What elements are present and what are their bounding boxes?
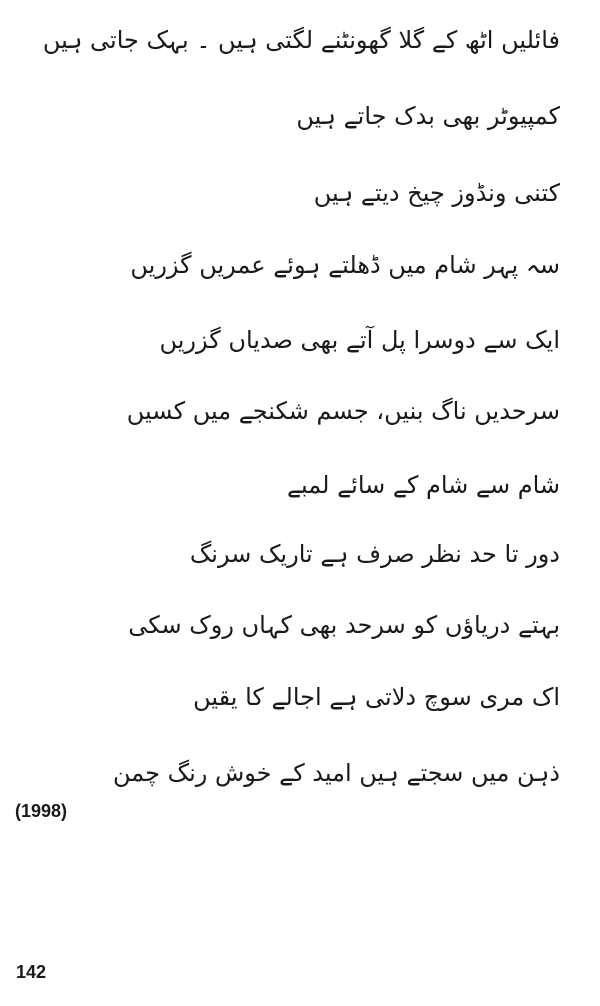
poem-line: بہتے دریاؤں کو سرحد بھی کہاں روک سکی — [128, 611, 560, 639]
poem-line: شام سے شام کے سائے لمبے — [286, 471, 560, 499]
poem-line: فائلیں اٹھ کے گلا گھونٹنے لگتی ہیں ۔ بہک جاتی ہیں — [42, 26, 560, 54]
poem-line: کتنی ونڈوز چیخ دیتے ہیں — [313, 179, 560, 207]
poem-line: کمپیوٹر بھی بدک جاتے ہیں — [296, 102, 560, 130]
poem-line: سرحدیں ناگ بنیں، جسم شکنجے میں کسیں — [126, 397, 560, 425]
page-number: 142 — [16, 962, 47, 982]
poem-year: (1998) — [15, 801, 68, 821]
poem-line: سہ پہر شام میں ڈھلتے ہوئے عمریں گزریں — [130, 251, 560, 279]
poem-line: اک مری سوچ دلاتی ہے اجالے کا یقیں — [193, 683, 560, 711]
poem-line: ایک سے دوسرا پل آتے بھی صدیاں گزریں — [159, 326, 560, 354]
poem-line: دور تا حد نظر صرف ہے تاریک سرنگ — [189, 540, 560, 568]
poem-line: ذہن میں سجتے ہیں امید کے خوش رنگ چمن — [112, 759, 560, 787]
